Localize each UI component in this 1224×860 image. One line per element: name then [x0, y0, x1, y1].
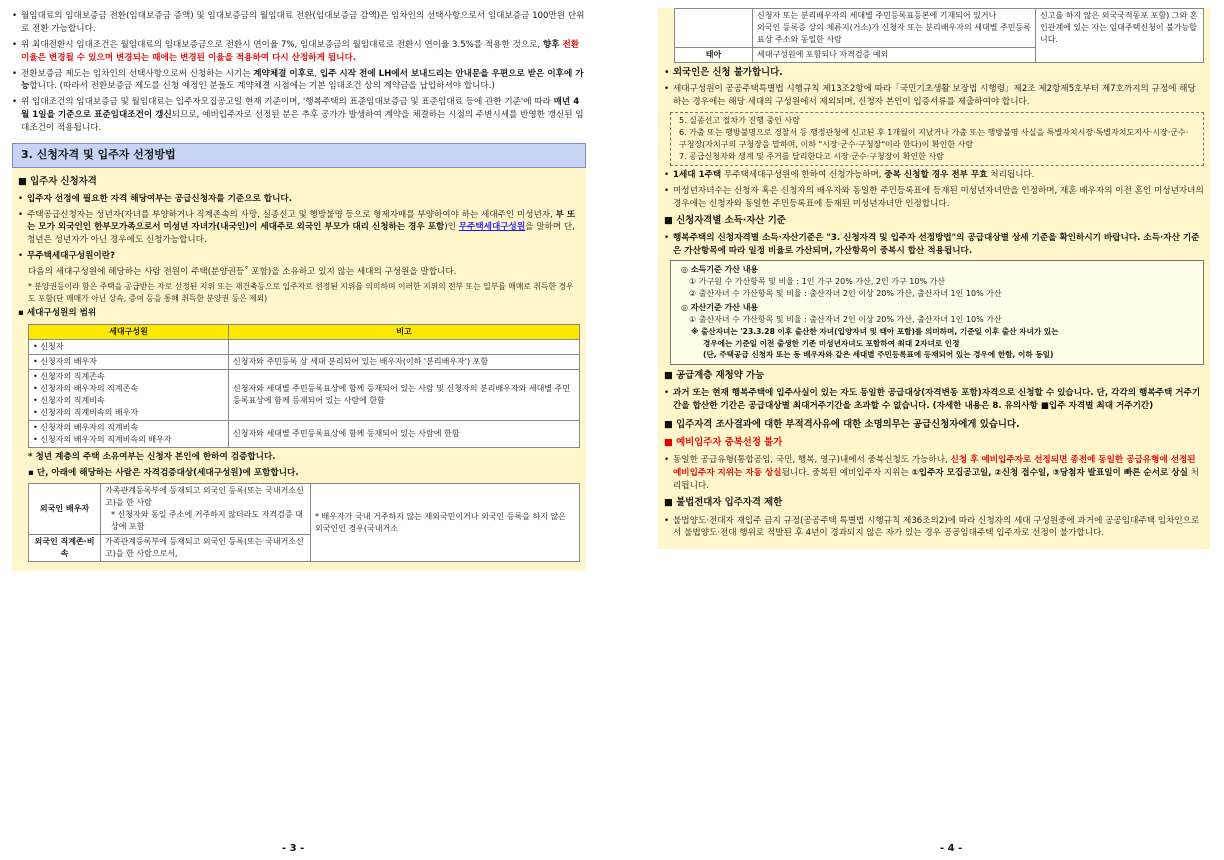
foreigner-table-continued [674, 8, 1204, 63]
minor-children-para: • 미성년자녀수는 신청자 혹은 신청자의 배우자와 동일한 주민등록표에 등재된 미성년자녀만을 인정하며, 재혼 배우자의 이전 혼인 미성년자녀의 경우에는 신청자와 동일한 주민등록표에 등재된 미성년자녀만 인정합니다. [664, 185, 1204, 209]
exclusion-list [670, 112, 1204, 166]
page-3-content [12, 10, 586, 571]
eligibility-basis: • 입주자 선정에 필요한 자격 해당여부는 공급신청자를 기준으로 합니다. [18, 193, 292, 204]
range-heading: ▪ 세대구성원의 범위 [18, 308, 97, 319]
eligibility-block [12, 168, 586, 572]
table-row: • 신청자의 직계존속 • 신청자의 배우자의 직계존속 • 신청자의 직계비속 • 신청자의 직계비속의 배우자 신청자와 세대별 주민등록표상에 함께 등재되어 있는 사람 및 신청자의 분리배우자와 세대별 주민등록표상에 함께 등재되어 있는 사람에 한함 [29, 370, 580, 421]
exception-heading: ▪ 단, 아래에 해당하는 사람은 자격검증대상(세대구성원)에 포함합니다. [28, 468, 299, 479]
table-row: 신청자 또는 분리배우자의 세대별 주민등록표등본에 기재되어 있거나 외국인 등록증 상의 체류지(거소)가 신청자 또는 분리배우자의 세대별 주민등록표상 주소와 동일한 사람 신고를 하지 않은 외국국적동포 포함) 그와 혼인관계에 있는 자는 임대주택신청이 불가능합니다. [675, 9, 1204, 48]
continuity-para: • 과거 또는 현재 행복주택에 입주사실이 있는 자도 동일한 공급대상(자격변동 포함)자격으로 신청할 수 있습니다. 단, 각각의 행복주택 거주기간을 합산한 기간은 공급대상별 최대거주기간을 초과할 수 없습니다. (자세한 내용은 8. 유의사항 ■입주 자격별 최대 거주기간) [664, 387, 1201, 411]
definition-title: • 무주택세대구성원이란? [18, 251, 116, 262]
table-row: • 신청자의 배우자의 직계비속 • 신청자의 배우자의 직계비속의 배우자 신청자와 세대별 주민등록표상에 함께 등재되어 있는 사람에 한함 [29, 421, 580, 448]
table-row: • 신청자 [29, 340, 580, 355]
list-item: 7. 공급신청자와 생계 및 주거를 달리한다고 시장·군수·구청장이 확인한 사람 [679, 151, 944, 161]
household-member-table [28, 324, 580, 448]
youth-note: * 청년 계층의 주택 소유여부는 신청자 본인에 한하여 검증합니다. [28, 452, 276, 463]
intro-para-1: • 월임대료의 임대보증금 전환(임대보증금 증액) 및 임대보증금의 월임대료 전환(임대보증금 감액)은 임차인의 선택사항으로서 임대보증금 100만원 단위로 전환 가능합니다. [12, 11, 585, 34]
income-para: • 행복주택의 신청자격별 소득·자산기준은 "3. 신청자격 및 입주자 선정방법"의 공급대상별 상세 기준을 확인하시기 바랍니다. 소득·자산 기준은 가산항목에 따라 일정 비율로 가산되며, 가산항목이 중복시 합산 적용됩니다. [664, 232, 1200, 256]
intro-para-4: • 위 임대조건의 임대보증금 및 월임대료는 입주자모집공고일 현재 기준이며, '행복주택의 표준임대보증금 및 표준임대료 등에 관한 기준'에 따라 매년 4월 1일을 기준으로 표준임대조건이 갱신되므로, 예비입주자로 선정된 분은 추후 공가가 발생하여 계약을 체결하는 시점의 주변시세를 반영한 갱신된 임대조건이 적용됩니다. [12, 97, 584, 134]
table-row: • 신청자의 배우자 신청자와 주민등록 상 세대 분리되어 있는 배우자(이하 '분리배우자') 포함 [29, 355, 580, 370]
income-asset-box: ◎ 소득기준 가산 내용 ① 가구원 수 가산항목 및 비율 : 1인 가구 20% 가산, 2인 가구 10% 가산 ② 출산자녀 수 가산항목 및 비율 : 출산자녀 2인 이상 20% 가산, 출산자녀 1인 10% 가산 ◎ 자산기준 가산 내용 ① 출산자녀 수 가산항목 및 비율 : 출산자녀 2인 이상 20% 가산, 출산자녀 1인 10% 가산 ※ 출산자녀는 '23.3.28 이후 출산한 자녀(입양자녀 및 태아 포함)를 의미하며, 기준일 이후 출산 자녀가 있는 경우에는 기준일 이전 출생한 기존 미성년자녀도 포함하여 최대 2자녀로 인정 (단, 주택공급 신청자 또는 동 배우자와 같은 세대별 주민등록표에 등재되어 있는 경우에 한함, 이하 동일) [670, 260, 1204, 364]
intro-para-2: • 위 최대전환시 임대조건은 월임대료의 임대보증금으로 전환시 연이율 7%, 임대보증금의 월임대료로 전환시 연이율 3.5%를 적용한 것으로, 향후 전환이율은 변경될 수 있으며 변경되는 때에는 변경된 이율을 적용하여 다시 산정하게 됩니다. [12, 39, 580, 63]
table-row: 태아 세대구성원에 포함되나 자격검증 예외 [675, 48, 1204, 63]
foreigner-not-allowed: • 외국인은 신청 불가합니다. [664, 67, 783, 78]
continuity-heading: ■ 공급계층 재청약 가능 [664, 369, 765, 381]
page-4-content [658, 8, 1210, 549]
definition-body: 다음의 세대구성원에 해당하는 사람 전원이 주택(분양권등˚ 포함)을 소유하고 있지 않는 세대의 구성원을 말합니다. [28, 267, 457, 278]
page-4 [612, 0, 1224, 860]
table-header-member: 세대구성원 [29, 325, 229, 340]
reserve-heading: ■ 예비입주자 중복선정 불가 [664, 436, 783, 448]
eligibility-block-continued [658, 8, 1210, 549]
section-title: 3. 신청자격 및 입주자 선정방법 [12, 143, 586, 168]
foreigner-table [28, 483, 580, 562]
page-number-4: - 4 - [940, 843, 963, 854]
list-item: 5. 실종선고 절차가 진행 중인 사람 [679, 115, 800, 125]
list-item: 6. 가출 또는 행방불명으로 경찰서 등 행정관청에 신고된 후 1개월이 지났거나 가출 또는 행방불명 사실을 특별자치시장·특별자치도지사·시장·군수·구청장(자치구의 구청장을 말하며, 이하 "시장·군수·구청장"이라 한다)이 확인한 사람 [679, 127, 1189, 149]
exclusion-para: • 세대구성원이 공공주택특별법 시행규칙 제13조2항에 따라「국민기초생활 보장법 시행령」제2조 제2항제5호부터 제7호까지의 규정에 해당하는 경우에는 해당 세대의 구성원에서 제외되며, 신청자 본인이 입증서류를 제출하여야 합니다. [664, 84, 1196, 107]
intro-para-3: • 전환보증금 제도는 임차인의 선택사항으로써 신청하는 시기는 계약체결 이후로, 입주 시작 전에 LH에서 보내드리는 안내문을 우편으로 받은 이후에 가능합니다. (따라서 전환보증금 제도를 신청 예정인 분들도 계약체결 시점에는 기본 임대조건 상의 계약금을 납입하셔야 합니다.) [12, 68, 584, 92]
table-row: 외국인 직계존·비속 가족관계등록부에 등재되고 외국인 등록(또는 국내거소신고)을 한 사람으로서, [29, 535, 580, 562]
duty-heading: ■ 입주자격 조사결과에 대한 부적격사유에 대한 소명의무는 공급신청자에게 있습니다. [664, 418, 1020, 430]
table-row: 외국인 배우자 가족관계등록부에 등재되고 외국인 등록(또는 국내거소신고)을 한 사람 * 신청자와 동일 주소에 거주하지 않더라도 자격검증 대상에 포함 * 배우자가 국내 거주하지 않는 재외국민이거나 외국인 등록을 하지 않은 외국인인 경우(국내거소 [29, 484, 580, 535]
illegal-para: • 불법양도·전대자 재입주 금지 규정(공공주택 특별법 시행규칙 제36조의2)에 따라 신청자의 세대 구성원중에 과거에 공공임대주택 임차인으로서 불법양도·전대 행위로 적발된 후 4년이 경과되지 않은 자가 있는 경우 공공임대주택 입주자로 선정이 불가합니다. [664, 515, 1200, 539]
illegal-heading: ■ 불법전대자 입주자격 제한 [664, 497, 783, 509]
page-number-3: - 3 - [282, 843, 305, 854]
table-header-note: 비고 [229, 325, 580, 340]
housing-applicant-para: • 주택공급신청자는 성년자(자녀를 부양하거나 직계존속의 사망, 실종신고 및 행방불명 등으로 형제자매를 부양하여야 하는 세대주인 미성년자, 부 또는 모가 외국인인 한부모가족으로서 미성년 자녀가(내국인)이 세대주로 외국인 부모가 대리 신청하는 경우 포함)인 무주택세대구성원을 말하며 단, 청년은 성년자가 아닌 경우에도 신청가능합니다. [18, 209, 576, 246]
one-house-rule: • 1세대 1주택 무주택세대구성원에 한하여 신청가능하며, 중복 신청할 경우 전부 무효 처리됩니다. [664, 169, 1035, 180]
income-heading: ■ 신청자격별 소득·자산 기준 [664, 214, 786, 226]
definition-note: * 분양권등이라 함은 주택을 공급받는 자로 선정된 지위 또는 재건축등으로 입주자로 선정된 지위를 의미하며 이러한 지위의 전부 또는 일부를 매매로 취득한 경우도 포함(단 매매가 아닌 상속, 증여 등을 통해 취득한 분양권 등은 제외) [28, 281, 574, 303]
homeless-member-link[interactable]: 무주택세대구성원 [458, 222, 526, 233]
reserve-para: • 동일한 공급유형(통합공임, 국민, 행복, 영구)내에서 중복신청도 가능하나, 신청 후 예비입주자로 선정되면 종전에 동일한 공급유형에 선정된 예비입주자 지위는 자동 상실됩니다. 중복된 예비입주자 지위는 ①입주자 모집공고일, ②신청 접수일, ③당첨자 발표일이 빠른 순서로 상실 처리됩니다. [664, 454, 1199, 491]
eligibility-heading: ■ 입주자 신청자격 [18, 175, 97, 187]
